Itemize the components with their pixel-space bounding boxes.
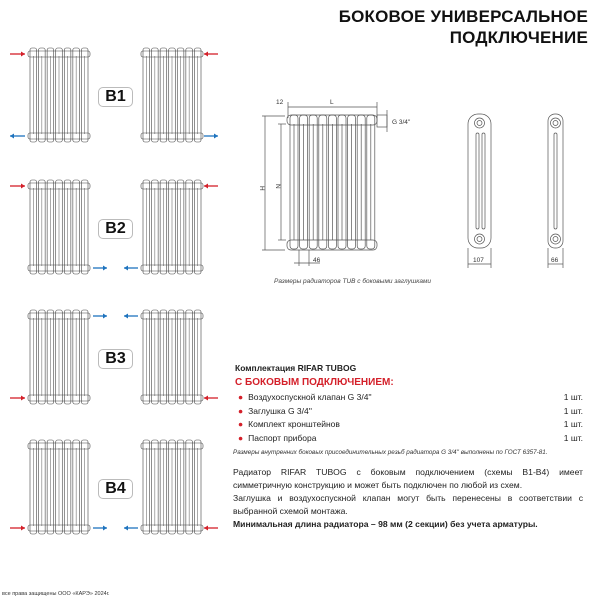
radiator-icon bbox=[141, 180, 203, 274]
supply-arrow-icon bbox=[204, 184, 218, 189]
kit-subheading: С БОКОВЫМ ПОДКЛЮЧЕНИЕМ: bbox=[235, 377, 394, 388]
supply-arrow-icon bbox=[204, 396, 218, 401]
return-arrow-icon bbox=[124, 314, 138, 319]
return-arrow-icon bbox=[93, 314, 107, 319]
dim-L: L bbox=[330, 99, 334, 106]
dim-N: N bbox=[274, 184, 281, 189]
kit-note: Размеры внутренних боковых присоединительных резьб радиатора G 3/4'' выполнены по ГОСТ 6357-81. bbox=[233, 449, 548, 456]
dim-H: H bbox=[258, 186, 265, 191]
radiator-icon bbox=[28, 48, 90, 142]
kit-item-name: Паспорт прибора bbox=[248, 432, 317, 443]
drawing-caption: Размеры радиаторов TUB с боковыми заглушками bbox=[274, 278, 432, 285]
dim-thread: G 3/4'' bbox=[392, 119, 411, 126]
scheme-label: B2 bbox=[98, 219, 133, 239]
supply-arrow-icon bbox=[10, 396, 25, 401]
dim-46: 46 bbox=[313, 257, 321, 264]
radiator-icon bbox=[28, 440, 90, 534]
supply-arrow-icon bbox=[10, 52, 25, 57]
kit-item-name: Воздухоспускной клапан G 3/4'' bbox=[248, 392, 372, 402]
kit-item-qty: 1 шт. bbox=[563, 405, 583, 416]
bullet-icon: ● bbox=[238, 392, 244, 402]
kit-item-qty: 1 шт. bbox=[563, 419, 583, 429]
radiator-icon bbox=[141, 310, 203, 404]
bullet-icon: ● bbox=[238, 419, 244, 429]
copyright: все права защищены ООО «КАРЭ» 2024г. bbox=[2, 591, 110, 597]
bullet-icon: ● bbox=[238, 432, 244, 443]
kit-item bbox=[238, 419, 583, 429]
kit-item-qty: 1 шт. bbox=[563, 392, 583, 402]
scheme-label: B1 bbox=[98, 87, 133, 107]
scheme-label: B4 bbox=[98, 479, 133, 499]
kit-item bbox=[238, 406, 583, 416]
radiator-icon bbox=[28, 310, 90, 404]
dim-66: 66 bbox=[551, 257, 559, 264]
dim-12: 12 bbox=[276, 99, 284, 106]
kit-item-name: Комплект кронштейнов bbox=[248, 419, 340, 429]
kit-heading: Комплектация RIFAR TUBOG bbox=[235, 363, 357, 373]
kit-item-name: Заглушка G 3/4'' bbox=[248, 405, 312, 416]
radiator-icon bbox=[28, 180, 90, 274]
dimension-drawing bbox=[250, 90, 600, 290]
supply-arrow-icon bbox=[204, 52, 218, 57]
return-arrow-icon bbox=[124, 266, 138, 271]
return-arrow-icon bbox=[124, 526, 138, 531]
kit-item-qty: 1 шт. bbox=[563, 432, 583, 443]
return-arrow-icon bbox=[204, 134, 218, 139]
return-arrow-icon bbox=[93, 266, 107, 271]
radiator-icon bbox=[141, 440, 203, 534]
radiator-icon bbox=[141, 48, 203, 142]
supply-arrow-icon bbox=[10, 184, 25, 189]
kit-item bbox=[238, 433, 583, 443]
supply-arrow-icon bbox=[204, 526, 218, 531]
supply-arrow-icon bbox=[10, 526, 25, 531]
scheme-label: B3 bbox=[98, 349, 133, 369]
return-arrow-icon bbox=[93, 526, 107, 531]
bullet-icon: ● bbox=[238, 405, 244, 416]
dim-107: 107 bbox=[473, 257, 484, 264]
kit-item bbox=[238, 392, 583, 402]
description: Радиатор RIFAR TUBOG с боковым подключением (схемы B1-B4) имеет симметричную конструкцию и может быть подключен по любой из схем. Заглушка и воздухоспускной клапан могут быть перенесены в соответствии с выбранной схемой монтажа. Минимальная длина радиатора – 98 мм (2 секции) без учета арматуры. bbox=[233, 467, 583, 529]
page-title: БОКОВОЕ УНИВЕРСАЛЬНОЕ ПОДКЛЮЧЕНИЕ bbox=[338, 7, 588, 47]
return-arrow-icon bbox=[10, 134, 25, 139]
connection-schemes bbox=[0, 0, 230, 560]
